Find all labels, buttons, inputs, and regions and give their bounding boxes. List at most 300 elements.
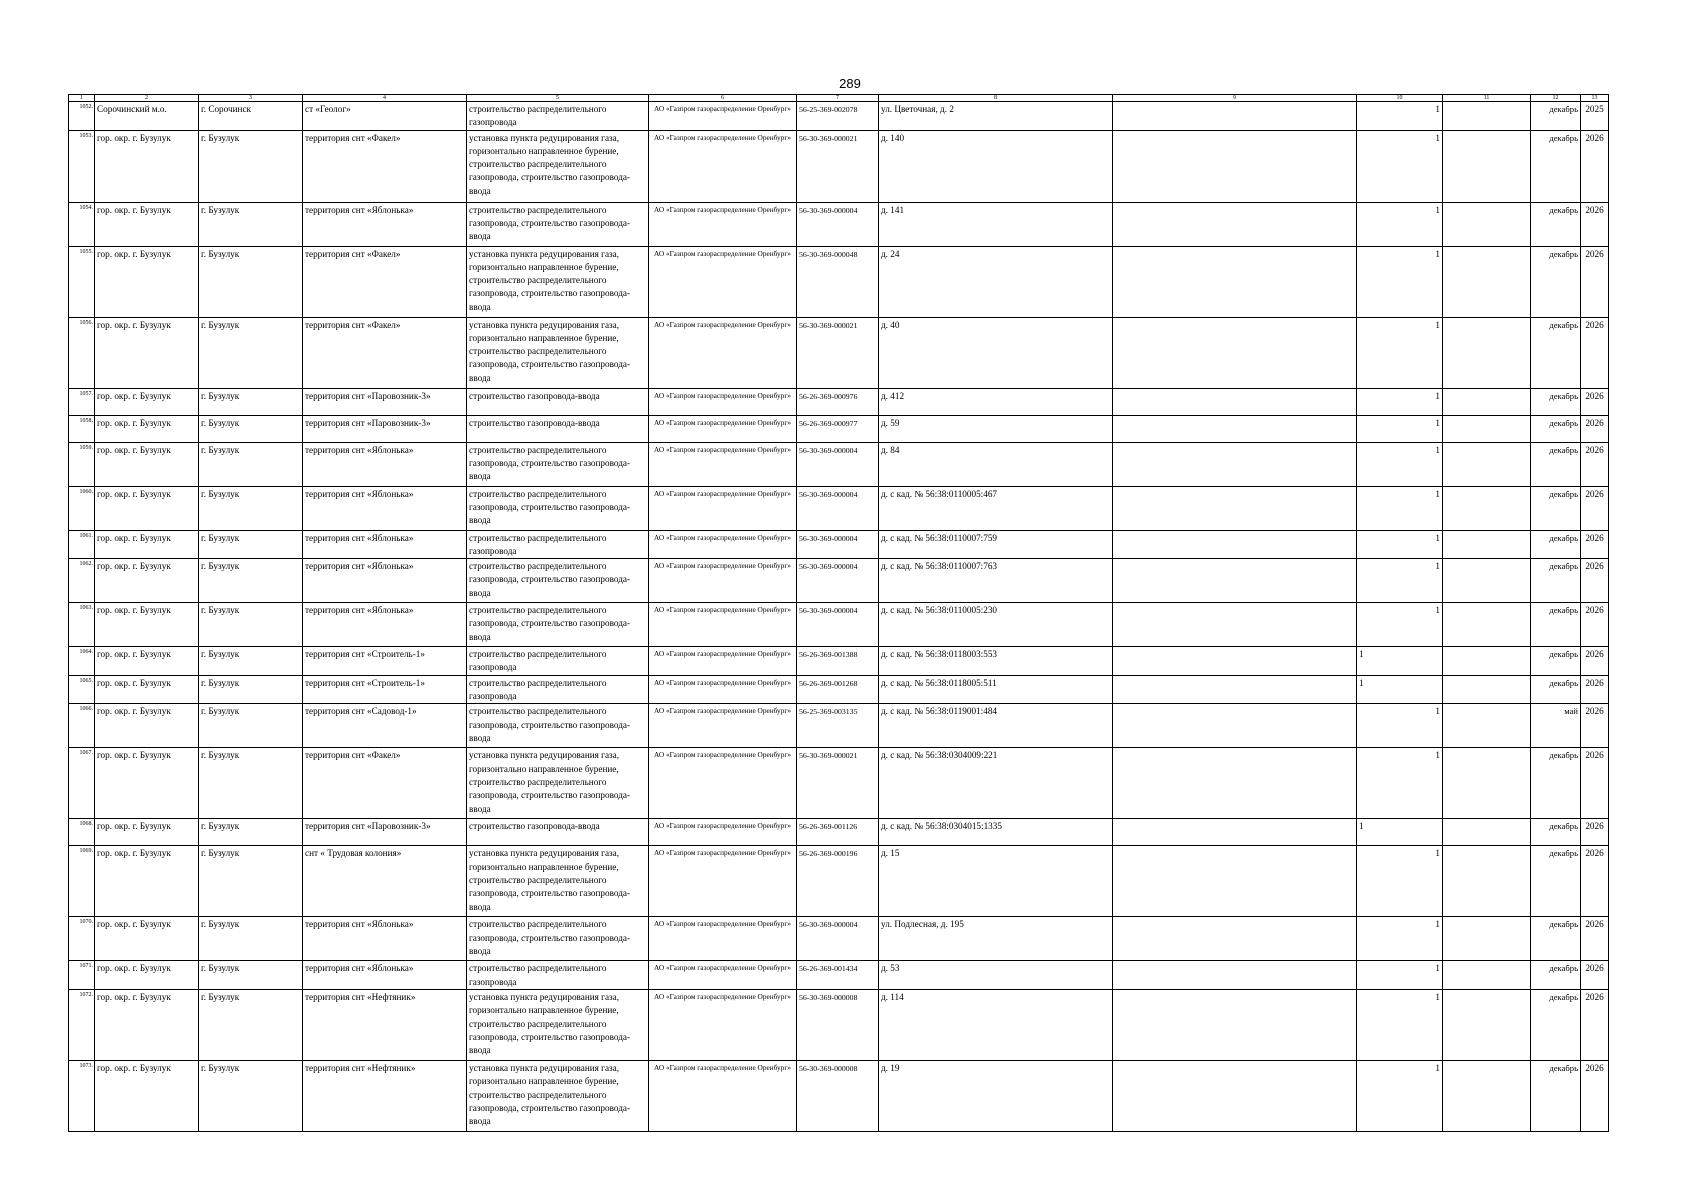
- table-row: [69, 317, 1609, 388]
- column-11-cell: [1443, 647, 1531, 676]
- row-number: 1064.: [69, 647, 95, 676]
- territory-cell: территория снт «Факел»: [303, 317, 467, 388]
- notes-cell: [1113, 819, 1357, 846]
- quantity-cell: 1: [1357, 202, 1443, 246]
- quantity-cell: 1: [1357, 530, 1443, 559]
- row-number: 1055.: [69, 246, 95, 317]
- municipality-cell: гор. окр. г. Бузулук: [95, 748, 199, 819]
- territory-cell: территория снт «Яблонька»: [303, 603, 467, 647]
- notes-cell: [1113, 1060, 1357, 1131]
- municipality-cell: гор. окр. г. Бузулук: [95, 415, 199, 442]
- organization-cell: АО «Газпром газораспределение Оренбург»: [649, 846, 797, 917]
- municipality-cell: гор. окр. г. Бузулук: [95, 317, 199, 388]
- object-code-cell: 56-25-369-002078: [797, 102, 879, 131]
- quantity-cell: 1: [1357, 675, 1443, 704]
- month-cell: декабрь: [1531, 961, 1581, 990]
- address-cell: д. с кад. № 56:38:0118003:553: [879, 647, 1113, 676]
- row-number: 1073.: [69, 1060, 95, 1131]
- notes-cell: [1113, 202, 1357, 246]
- organization-cell: АО «Газпром газораспределение Оренбург»: [649, 202, 797, 246]
- month-cell: декабрь: [1531, 675, 1581, 704]
- municipality-cell: гор. окр. г. Бузулук: [95, 846, 199, 917]
- month-cell: май: [1531, 704, 1581, 748]
- notes-cell: [1113, 102, 1357, 131]
- territory-cell: территория снт «Яблонька»: [303, 442, 467, 486]
- territory-cell: территория снт «Нефтяник»: [303, 989, 467, 1060]
- works-description-cell: строительство распределительного газопровода, строительство газопровода-ввода: [467, 202, 649, 246]
- territory-cell: территория снт «Яблонька»: [303, 559, 467, 603]
- year-cell: 2026: [1581, 530, 1609, 559]
- quantity-cell: 1: [1357, 317, 1443, 388]
- municipality-cell: гор. окр. г. Бузулук: [95, 1060, 199, 1131]
- table-row: [69, 989, 1609, 1060]
- address-cell: д. 114: [879, 989, 1113, 1060]
- notes-cell: [1113, 603, 1357, 647]
- address-cell: д. 141: [879, 202, 1113, 246]
- address-cell: д. 40: [879, 317, 1113, 388]
- object-code-cell: 56-30-369-000008: [797, 989, 879, 1060]
- territory-cell: территория снт «Нефтяник»: [303, 1060, 467, 1131]
- month-cell: декабрь: [1531, 846, 1581, 917]
- column-11-cell: [1443, 748, 1531, 819]
- year-cell: 2026: [1581, 202, 1609, 246]
- quantity-cell: 1: [1357, 130, 1443, 202]
- works-description-cell: установка пункта редуцирования газа, горизонтально направленное бурение, строительство распределительного газопровода, строительство газопровода-ввода: [467, 1060, 649, 1131]
- notes-cell: [1113, 846, 1357, 917]
- territory-cell: территория снт «Садовод-1»: [303, 704, 467, 748]
- year-cell: 2026: [1581, 603, 1609, 647]
- month-cell: декабрь: [1531, 530, 1581, 559]
- table-row: [69, 415, 1609, 442]
- organization-cell: АО «Газпром газораспределение Оренбург»: [649, 603, 797, 647]
- row-number: 1054.: [69, 202, 95, 246]
- municipality-cell: гор. окр. г. Бузулук: [95, 603, 199, 647]
- notes-cell: [1113, 989, 1357, 1060]
- notes-cell: [1113, 246, 1357, 317]
- column-11-cell: [1443, 202, 1531, 246]
- month-cell: декабрь: [1531, 748, 1581, 819]
- works-description-cell: строительство распределительного газопровода: [467, 647, 649, 676]
- column-11-cell: [1443, 1060, 1531, 1131]
- object-code-cell: 56-30-369-000004: [797, 442, 879, 486]
- column-number: 2: [95, 95, 199, 102]
- organization-cell: АО «Газпром газораспределение Оренбург»: [649, 415, 797, 442]
- object-code-cell: 56-30-369-000048: [797, 246, 879, 317]
- object-code-cell: 56-30-369-000004: [797, 917, 879, 961]
- organization-cell: АО «Газпром газораспределение Оренбург»: [649, 917, 797, 961]
- settlement-cell: г. Бузулук: [199, 559, 303, 603]
- quantity-cell: 1: [1357, 961, 1443, 990]
- organization-cell: АО «Газпром газораспределение Оренбург»: [649, 530, 797, 559]
- organization-cell: АО «Газпром газораспределение Оренбург»: [649, 819, 797, 846]
- settlement-cell: г. Бузулук: [199, 246, 303, 317]
- table-row: [69, 530, 1609, 559]
- row-number: 1059.: [69, 442, 95, 486]
- quantity-cell: 1: [1357, 102, 1443, 131]
- territory-cell: снт « Трудовая колония»: [303, 846, 467, 917]
- object-code-cell: 56-30-369-000004: [797, 202, 879, 246]
- quantity-cell: 1: [1357, 917, 1443, 961]
- table-row: [69, 202, 1609, 246]
- works-description-cell: строительство распределительного газопровода: [467, 675, 649, 704]
- column-11-cell: [1443, 917, 1531, 961]
- row-number: 1072.: [69, 989, 95, 1060]
- organization-cell: АО «Газпром газораспределение Оренбург»: [649, 486, 797, 530]
- column-11-cell: [1443, 102, 1531, 131]
- object-code-cell: 56-25-369-003135: [797, 704, 879, 748]
- organization-cell: АО «Газпром газораспределение Оренбург»: [649, 647, 797, 676]
- quantity-cell: 1: [1357, 647, 1443, 676]
- year-cell: 2026: [1581, 486, 1609, 530]
- notes-cell: [1113, 559, 1357, 603]
- quantity-cell: 1: [1357, 603, 1443, 647]
- month-cell: декабрь: [1531, 388, 1581, 415]
- territory-cell: территория снт «Строитель-1»: [303, 647, 467, 676]
- year-cell: 2026: [1581, 388, 1609, 415]
- address-cell: д. 53: [879, 961, 1113, 990]
- column-11-cell: [1443, 486, 1531, 530]
- municipality-cell: гор. окр. г. Бузулук: [95, 989, 199, 1060]
- column-11-cell: [1443, 442, 1531, 486]
- quantity-cell: 1: [1357, 704, 1443, 748]
- table-row: [69, 442, 1609, 486]
- quantity-cell: 1: [1357, 486, 1443, 530]
- territory-cell: территория снт «Факел»: [303, 130, 467, 202]
- settlement-cell: г. Бузулук: [199, 748, 303, 819]
- organization-cell: АО «Газпром газораспределение Оренбург»: [649, 989, 797, 1060]
- column-11-cell: [1443, 603, 1531, 647]
- quantity-cell: 1: [1357, 989, 1443, 1060]
- table-row: [69, 246, 1609, 317]
- column-number: 4: [303, 95, 467, 102]
- quantity-cell: 1: [1357, 748, 1443, 819]
- works-description-cell: установка пункта редуцирования газа, горизонтально направленное бурение, строительство распределительного газопровода, строительство газопровода-ввода: [467, 130, 649, 202]
- table-row: [69, 102, 1609, 131]
- column-11-cell: [1443, 846, 1531, 917]
- territory-cell: территория снт «Яблонька»: [303, 202, 467, 246]
- year-cell: 2026: [1581, 130, 1609, 202]
- object-code-cell: 56-26-369-001268: [797, 675, 879, 704]
- row-number: 1053.: [69, 130, 95, 202]
- object-code-cell: 56-30-369-000004: [797, 559, 879, 603]
- column-number: 1: [69, 95, 95, 102]
- row-number: 1071.: [69, 961, 95, 990]
- organization-cell: АО «Газпром газораспределение Оренбург»: [649, 559, 797, 603]
- settlement-cell: г. Бузулук: [199, 961, 303, 990]
- territory-cell: территория снт «Строитель-1»: [303, 675, 467, 704]
- object-code-cell: 56-30-369-000008: [797, 1060, 879, 1131]
- table-row: [69, 603, 1609, 647]
- row-number: 1063.: [69, 603, 95, 647]
- object-code-cell: 56-30-369-000004: [797, 603, 879, 647]
- address-cell: д. 19: [879, 1060, 1113, 1131]
- address-cell: д. 140: [879, 130, 1113, 202]
- column-number: 3: [199, 95, 303, 102]
- row-number: 1068.: [69, 819, 95, 846]
- notes-cell: [1113, 704, 1357, 748]
- municipality-cell: гор. окр. г. Бузулук: [95, 388, 199, 415]
- month-cell: декабрь: [1531, 917, 1581, 961]
- organization-cell: АО «Газпром газораспределение Оренбург»: [649, 675, 797, 704]
- month-cell: декабрь: [1531, 317, 1581, 388]
- column-11-cell: [1443, 388, 1531, 415]
- territory-cell: территория снт «Паровозник-3»: [303, 415, 467, 442]
- row-number: 1058.: [69, 415, 95, 442]
- month-cell: декабрь: [1531, 819, 1581, 846]
- column-number: 5: [467, 95, 649, 102]
- municipality-cell: гор. окр. г. Бузулук: [95, 704, 199, 748]
- municipality-cell: гор. окр. г. Бузулук: [95, 442, 199, 486]
- object-code-cell: 56-26-369-000976: [797, 388, 879, 415]
- row-number: 1061.: [69, 530, 95, 559]
- column-11-cell: [1443, 675, 1531, 704]
- month-cell: декабрь: [1531, 647, 1581, 676]
- organization-cell: АО «Газпром газораспределение Оренбург»: [649, 442, 797, 486]
- column-11-cell: [1443, 246, 1531, 317]
- column-number: 10: [1357, 95, 1443, 102]
- row-number: 1060.: [69, 486, 95, 530]
- row-number: 1067.: [69, 748, 95, 819]
- settlement-cell: г. Бузулук: [199, 704, 303, 748]
- month-cell: декабрь: [1531, 1060, 1581, 1131]
- column-number: 9: [1113, 95, 1357, 102]
- address-cell: д. 15: [879, 846, 1113, 917]
- year-cell: 2026: [1581, 647, 1609, 676]
- notes-cell: [1113, 442, 1357, 486]
- quantity-cell: 1: [1357, 415, 1443, 442]
- organization-cell: АО «Газпром газораспределение Оренбург»: [649, 1060, 797, 1131]
- territory-cell: территория снт «Яблонька»: [303, 530, 467, 559]
- settlement-cell: г. Бузулук: [199, 846, 303, 917]
- settlement-cell: г. Бузулук: [199, 647, 303, 676]
- quantity-cell: 1: [1357, 246, 1443, 317]
- settlement-cell: г. Бузулук: [199, 1060, 303, 1131]
- address-cell: д. с кад. № 56:38:0119001:484: [879, 704, 1113, 748]
- object-code-cell: 56-26-369-000196: [797, 846, 879, 917]
- address-cell: д. с кад. № 56:38:0110005:467: [879, 486, 1113, 530]
- year-cell: 2026: [1581, 559, 1609, 603]
- quantity-cell: 1: [1357, 442, 1443, 486]
- object-code-cell: 56-30-369-000004: [797, 486, 879, 530]
- works-description-cell: установка пункта редуцирования газа, горизонтально направленное бурение, строительство распределительного газопровода, строительство газопровода-ввода: [467, 989, 649, 1060]
- organization-cell: АО «Газпром газораспределение Оренбург»: [649, 130, 797, 202]
- month-cell: декабрь: [1531, 442, 1581, 486]
- month-cell: декабрь: [1531, 603, 1581, 647]
- column-11-cell: [1443, 415, 1531, 442]
- year-cell: 2026: [1581, 961, 1609, 990]
- address-cell: д. 412: [879, 388, 1113, 415]
- notes-cell: [1113, 748, 1357, 819]
- notes-cell: [1113, 486, 1357, 530]
- settlement-cell: г. Бузулук: [199, 917, 303, 961]
- organization-cell: АО «Газпром газораспределение Оренбург»: [649, 388, 797, 415]
- works-description-cell: установка пункта редуцирования газа, горизонтально направленное бурение, строительство распределительного газопровода, строительство газопровода-ввода: [467, 246, 649, 317]
- works-description-cell: строительство распределительного газопровода, строительство газопровода-ввода: [467, 704, 649, 748]
- settlement-cell: г. Бузулук: [199, 130, 303, 202]
- settlement-cell: г. Бузулук: [199, 442, 303, 486]
- works-description-cell: строительство распределительного газопровода, строительство газопровода-ввода: [467, 486, 649, 530]
- works-description-cell: строительство газопровода-ввода: [467, 819, 649, 846]
- month-cell: декабрь: [1531, 102, 1581, 131]
- organization-cell: АО «Газпром газораспределение Оренбург»: [649, 246, 797, 317]
- territory-cell: территория снт «Яблонька»: [303, 961, 467, 990]
- year-cell: 2026: [1581, 846, 1609, 917]
- municipality-cell: гор. окр. г. Бузулук: [95, 819, 199, 846]
- row-number: 1065.: [69, 675, 95, 704]
- quantity-cell: 1: [1357, 388, 1443, 415]
- object-code-cell: 56-30-369-000004: [797, 530, 879, 559]
- notes-cell: [1113, 530, 1357, 559]
- address-cell: д. с кад. № 56:38:0110007:763: [879, 559, 1113, 603]
- row-number: 1070.: [69, 917, 95, 961]
- year-cell: 2026: [1581, 819, 1609, 846]
- table-row: [69, 819, 1609, 846]
- object-code-cell: 56-30-369-000021: [797, 317, 879, 388]
- year-cell: 2026: [1581, 675, 1609, 704]
- municipality-cell: гор. окр. г. Бузулук: [95, 675, 199, 704]
- address-cell: ул. Подлесная, д. 195: [879, 917, 1113, 961]
- territory-cell: территория снт «Яблонька»: [303, 917, 467, 961]
- column-number: 8: [879, 95, 1113, 102]
- column-11-cell: [1443, 530, 1531, 559]
- works-description-cell: строительство распределительного газопровода: [467, 102, 649, 131]
- quantity-cell: 1: [1357, 819, 1443, 846]
- object-code-cell: 56-30-369-000021: [797, 748, 879, 819]
- table-row: [69, 647, 1609, 676]
- table-row: [69, 1060, 1609, 1131]
- table-row: [69, 559, 1609, 603]
- municipality-cell: гор. окр. г. Бузулук: [95, 559, 199, 603]
- row-number: 1066.: [69, 704, 95, 748]
- municipality-cell: гор. окр. г. Бузулук: [95, 647, 199, 676]
- column-11-cell: [1443, 989, 1531, 1060]
- settlement-cell: г. Бузулук: [199, 317, 303, 388]
- month-cell: декабрь: [1531, 130, 1581, 202]
- object-code-cell: 56-30-369-000021: [797, 130, 879, 202]
- territory-cell: территория снт «Паровозник-3»: [303, 388, 467, 415]
- column-11-cell: [1443, 317, 1531, 388]
- address-cell: д. с кад. № 56:38:0118005:511: [879, 675, 1113, 704]
- quantity-cell: 1: [1357, 1060, 1443, 1131]
- notes-cell: [1113, 647, 1357, 676]
- year-cell: 2026: [1581, 1060, 1609, 1131]
- column-11-cell: [1443, 819, 1531, 846]
- column-number: 11: [1443, 95, 1531, 102]
- territory-cell: территория снт «Яблонька»: [303, 486, 467, 530]
- works-description-cell: строительство распределительного газопровода, строительство газопровода-ввода: [467, 603, 649, 647]
- municipality-cell: гор. окр. г. Бузулук: [95, 202, 199, 246]
- table-row: [69, 961, 1609, 990]
- settlement-cell: г. Бузулук: [199, 675, 303, 704]
- notes-cell: [1113, 675, 1357, 704]
- territory-cell: территория снт «Паровозник-3»: [303, 819, 467, 846]
- month-cell: декабрь: [1531, 989, 1581, 1060]
- settlement-cell: г. Бузулук: [199, 603, 303, 647]
- organization-cell: АО «Газпром газораспределение Оренбург»: [649, 961, 797, 990]
- works-description-cell: строительство распределительного газопровода: [467, 530, 649, 559]
- settlement-cell: г. Бузулук: [199, 202, 303, 246]
- table-row: [69, 675, 1609, 704]
- column-number: 12: [1531, 95, 1581, 102]
- organization-cell: АО «Газпром газораспределение Оренбург»: [649, 317, 797, 388]
- notes-cell: [1113, 917, 1357, 961]
- address-cell: д. с кад. № 56:38:0110005:230: [879, 603, 1113, 647]
- year-cell: 2026: [1581, 748, 1609, 819]
- quantity-cell: 1: [1357, 846, 1443, 917]
- works-description-cell: строительство распределительного газопровода, строительство газопровода-ввода: [467, 917, 649, 961]
- year-cell: 2026: [1581, 317, 1609, 388]
- year-cell: 2025: [1581, 102, 1609, 131]
- notes-cell: [1113, 130, 1357, 202]
- table-row: [69, 748, 1609, 819]
- row-number: 1056.: [69, 317, 95, 388]
- row-number: 1057.: [69, 388, 95, 415]
- year-cell: 2026: [1581, 704, 1609, 748]
- quantity-cell: 1: [1357, 559, 1443, 603]
- settlement-cell: г. Бузулук: [199, 415, 303, 442]
- settlement-cell: г. Бузулук: [199, 989, 303, 1060]
- municipality-cell: гор. окр. г. Бузулук: [95, 130, 199, 202]
- column-11-cell: [1443, 704, 1531, 748]
- address-cell: д. 84: [879, 442, 1113, 486]
- settlement-cell: г. Бузулук: [199, 486, 303, 530]
- column-number: 7: [797, 95, 879, 102]
- settlement-cell: г. Бузулук: [199, 819, 303, 846]
- column-11-cell: [1443, 130, 1531, 202]
- table-row: [69, 130, 1609, 202]
- address-cell: д. 59: [879, 415, 1113, 442]
- territory-cell: ст «Геолог»: [303, 102, 467, 131]
- organization-cell: АО «Газпром газораспределение Оренбург»: [649, 704, 797, 748]
- organization-cell: АО «Газпром газораспределение Оренбург»: [649, 748, 797, 819]
- month-cell: декабрь: [1531, 415, 1581, 442]
- year-cell: 2026: [1581, 415, 1609, 442]
- month-cell: декабрь: [1531, 559, 1581, 603]
- column-11-cell: [1443, 559, 1531, 603]
- settlement-cell: г. Бузулук: [199, 530, 303, 559]
- works-description-cell: строительство газопровода-ввода: [467, 415, 649, 442]
- municipality-cell: гор. окр. г. Бузулук: [95, 246, 199, 317]
- works-description-cell: установка пункта редуцирования газа, горизонтально направленное бурение, строительство распределительного газопровода, строительство газопровода-ввода: [467, 748, 649, 819]
- address-cell: д. с кад. № 56:38:0304009:221: [879, 748, 1113, 819]
- month-cell: декабрь: [1531, 486, 1581, 530]
- territory-cell: территория снт «Факел»: [303, 748, 467, 819]
- year-cell: 2026: [1581, 917, 1609, 961]
- municipality-cell: гор. окр. г. Бузулук: [95, 530, 199, 559]
- notes-cell: [1113, 415, 1357, 442]
- municipality-cell: гор. окр. г. Бузулук: [95, 486, 199, 530]
- table-row: [69, 486, 1609, 530]
- works-description-cell: установка пункта редуцирования газа, горизонтально направленное бурение, строительство распределительного газопровода, строительство газопровода-ввода: [467, 846, 649, 917]
- organization-cell: АО «Газпром газораспределение Оренбург»: [649, 102, 797, 131]
- table-row: [69, 704, 1609, 748]
- works-description-cell: строительство распределительного газопровода: [467, 961, 649, 990]
- municipality-cell: Сорочинский м.о.: [95, 102, 199, 131]
- object-code-cell: 56-26-369-000977: [797, 415, 879, 442]
- territory-cell: территория снт «Факел»: [303, 246, 467, 317]
- column-11-cell: [1443, 961, 1531, 990]
- object-code-cell: 56-26-369-001126: [797, 819, 879, 846]
- column-number-row: [69, 95, 1609, 102]
- object-code-cell: 56-26-369-001388: [797, 647, 879, 676]
- notes-cell: [1113, 961, 1357, 990]
- register-table: [68, 94, 1609, 1132]
- year-cell: 2026: [1581, 442, 1609, 486]
- table-row: [69, 917, 1609, 961]
- works-description-cell: установка пункта редуцирования газа, горизонтально направленное бурение, строительство распределительного газопровода, строительство газопровода-ввода: [467, 317, 649, 388]
- works-description-cell: строительство газопровода-ввода: [467, 388, 649, 415]
- year-cell: 2026: [1581, 989, 1609, 1060]
